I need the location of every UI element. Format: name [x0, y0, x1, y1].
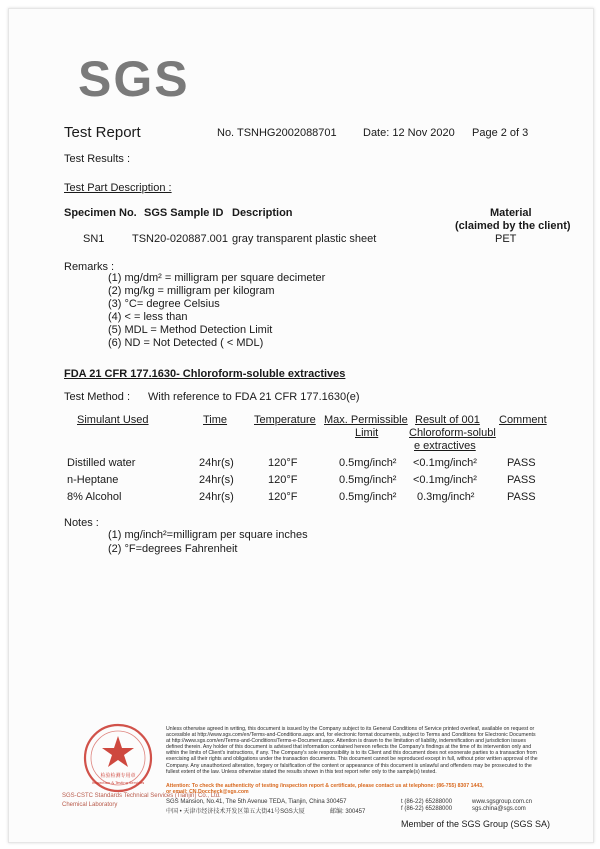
row-temperature: 120°F: [268, 491, 298, 503]
member-text: Member of the SGS Group (SGS SA): [401, 819, 551, 829]
row-limit: 0.5mg/inch²: [339, 457, 397, 469]
address-cn: 中国 • 天津市经济技术开发区第五大街41号SGS大厦: [166, 809, 305, 815]
sgs-logo-text: SGS: [78, 51, 190, 107]
stamp-label-text: Inspection & Testing Services: [91, 781, 145, 785]
row-temperature: 120°F: [268, 457, 298, 469]
lab-name: SGS-CSTC Standards Technical Services (Tianjin) Co., Ltd.: [62, 793, 221, 799]
official-stamp: [82, 722, 154, 794]
remark-item: (1) mg/dm² = milligram per square decimeter: [108, 272, 326, 284]
col-description: Description: [232, 207, 293, 219]
row-time: 24hr(s): [199, 491, 234, 503]
row-simulant: n-Heptane: [67, 474, 119, 486]
row-limit: 0.5mg/inch²: [339, 491, 397, 503]
part-description-heading: Test Part Description :: [64, 182, 172, 194]
report-title: Test Report: [64, 124, 141, 141]
row-result: <0.1mg/inch²: [413, 457, 477, 469]
remark-item: (2) mg/kg = milligram per kilogram: [108, 285, 275, 297]
col-comment: Comment: [499, 414, 547, 426]
col-simulant: Simulant Used: [77, 414, 149, 426]
footer-attention: Attention: To check the authenticity of testing /inspection report & certificate, please contact us at telephone: (86-755) 8307 1443,: [166, 783, 484, 789]
row-comment: PASS: [507, 457, 536, 469]
stamp-cn-text: 检验检测专用章: [100, 773, 136, 779]
row-comment: PASS: [507, 474, 536, 486]
col-temperature: Temperature: [254, 414, 316, 426]
remark-item: (6) ND = Not Detected ( < MDL): [108, 337, 264, 349]
note-item: (1) mg/inch²=milligram per square inches: [108, 529, 308, 541]
note-item: (2) °F=degrees Fahrenheit: [108, 543, 238, 555]
lab-sub: Chemical Laboratory: [62, 802, 118, 808]
test-method-label: Test Method :: [64, 391, 131, 403]
address-en: SGS Mansion, No.41, The 5th Avenue TEDA, Tianjin, China 300457: [166, 799, 347, 805]
remark-item: (4) < = less than: [108, 311, 188, 323]
footer-attention-email: or email: CN.Doccheck@sgs.com: [166, 789, 249, 795]
row-time: 24hr(s): [199, 457, 234, 469]
col-material-claimed: (claimed by the client): [455, 220, 571, 232]
col-result: Result of 001: [415, 414, 480, 426]
footer-email: sgs.china@sgs.com: [472, 806, 526, 812]
footer-disclaimer: Unless otherwise agreed in writing, this document is issued by the Company subject to its General Conditions of Service printed overleaf, available on request or accessible at http://www.sgs.com/en/Terms-and-Conditions.aspx and, for electronic format documents, subject to Terms and Conditions for Electronic Documents at http://www.sgs.com/en/Terms-and-Conditions/Terms-e-Document.aspx. Attention is drawn to the limitation of liability, indemnification and jurisdiction issues defined therein. Any holder of this document is advised that information contained hereon reflects the Company's findings at the time of its intervention only and within the limits of Client's instructions, if any. The Company's sole responsibility is to its Client and this document does not exonerate parties to a transaction from exercising all their rights and obligations under the transaction documents. This document cannot be reproduced except in full, without prior written approval of the Company. Any unauthorized alteration, forgery or falsification of the content or appearance of this document is unlawful and offenders may be prosecuted to the fullest extent of the law. Unless otherwise stated the results shown in this test report refer only to the sample(s) tested.: [166, 726, 538, 775]
row-sgs-sample-id: TSN20-020887.001: [132, 233, 229, 245]
row-result: <0.1mg/inch²: [413, 474, 477, 486]
row-material: PET: [495, 233, 517, 245]
test-results-label: Test Results :: [64, 153, 131, 165]
row-simulant: 8% Alcohol: [67, 491, 122, 503]
remark-item: (3) °C= degree Celsius: [108, 298, 220, 310]
row-result: 0.3mg/inch²: [417, 491, 475, 503]
sgs-logo: [78, 50, 190, 108]
row-specimen-no: SN1: [83, 233, 105, 245]
fda-heading: FDA 21 CFR 177.1630- Chloroform-soluble extractives: [64, 368, 346, 380]
footer-tel: t (86-22) 65288000: [401, 799, 453, 805]
col-result-line2: Chloroform-solubl: [409, 427, 496, 439]
test-method-value: With reference to FDA 21 CFR 177.1630(e): [148, 391, 360, 403]
row-simulant: Distilled water: [67, 457, 136, 469]
report-number: No. TSNHG2002088701: [217, 127, 337, 139]
row-temperature: 120°F: [268, 474, 298, 486]
col-material: Material: [490, 207, 532, 219]
row-comment: PASS: [507, 491, 536, 503]
report-date: Date: 12 Nov 2020: [363, 127, 455, 139]
footer-fax: f (86-22) 65288000: [401, 806, 453, 812]
postcode-cn: 邮编: 300457: [330, 809, 366, 815]
remarks-label: Remarks :: [64, 261, 115, 273]
stamp-icon: [82, 722, 154, 794]
row-description: gray transparent plastic sheet: [232, 233, 377, 245]
row-limit: 0.5mg/inch²: [339, 474, 397, 486]
row-time: 24hr(s): [199, 474, 234, 486]
col-result-line3: e extractives: [414, 440, 476, 452]
remark-item: (5) MDL = Method Detection Limit: [108, 324, 273, 336]
col-sgs-sample-id: SGS Sample ID: [144, 207, 224, 219]
footer-web: www.sgsgroup.com.cn: [472, 799, 533, 805]
col-limit-line2: Limit: [355, 427, 379, 439]
col-limit: Max. Permissible: [324, 414, 408, 426]
col-specimen-no: Specimen No.: [64, 207, 137, 219]
page-number: Page 2 of 3: [472, 127, 529, 139]
col-time: Time: [203, 414, 228, 426]
notes-label: Notes :: [64, 517, 99, 529]
